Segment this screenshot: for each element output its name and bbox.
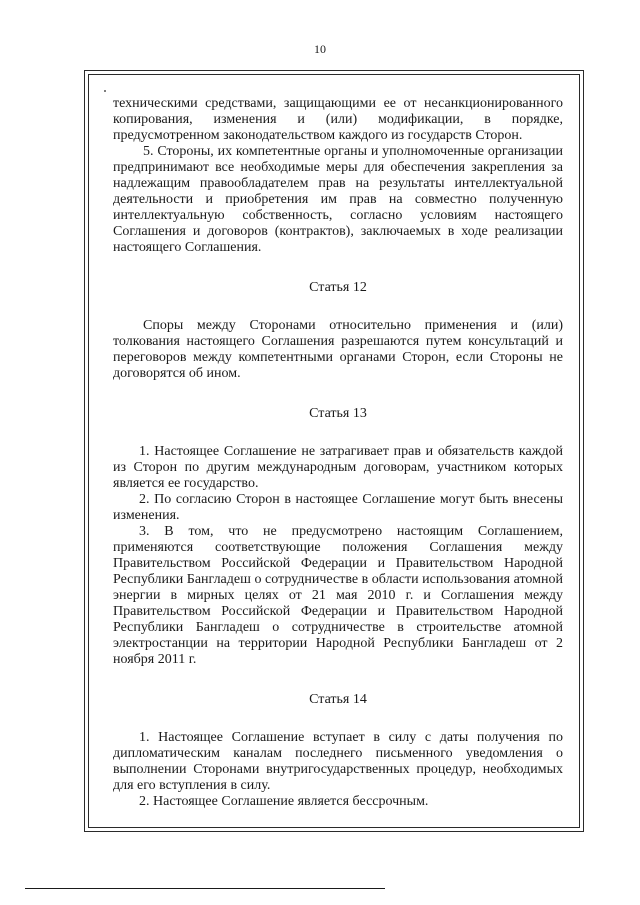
page-number: 10 <box>314 42 326 56</box>
article-14-item-2: 2. Настоящее Соглашение является бессрочным. <box>139 794 429 809</box>
article-12-heading: Статья 12 <box>309 280 367 295</box>
paragraph-item-5: 5. Стороны, их компетентные органы и уполномоченные организации предпринимают все необходимые меры для обеспечения закрепления за надлежащим правообладателем прав на результаты интеллектуальной деятельности и приобретения им прав на совместно полученную интеллектуальную собственность, согласно условиям настоящего Соглашения и договоров (контрактов), заключаемых в ходе реализации настоящего Соглашения. <box>113 144 563 255</box>
document-body <box>113 96 563 810</box>
article-13-heading: Статья 13 <box>309 406 367 421</box>
article-13-item-3: 3. В том, что не предусмотрено настоящим Соглашением, применяются соответствующие положения Соглашения между Правительством Российской Федерации и Правительством Народной Республики Бангладеш о сотрудничестве в области использования атомной энергии в мирных целях от 21 мая 2010 г. и Соглашения между Правительством Российской Федерации и Правительством Народной Республики Бангладеш о сотрудничестве в строительстве атомной электростанции на территории Народной Республики Бангладеш от 2 ноября 2011 г. <box>113 524 563 667</box>
paragraph-continuation: техническими средствами, защищающими ее от несанкционированного копирования, изменения и (или) модификации, в порядке, предусмотренном законодательством каждого из государств Сторон. <box>113 96 563 143</box>
footer-rule <box>25 888 385 889</box>
article-13-item-2: 2. По согласию Сторон в настоящее Соглашение могут быть внесены изменения. <box>113 492 563 523</box>
scan-speck <box>104 90 106 92</box>
article-13-item-1: 1. Настоящее Соглашение не затрагивает прав и обязательств каждой из Сторон по другим международным договорам, участником которых является ее государство. <box>113 444 563 491</box>
article-12-text: Споры между Сторонами относительно применения и (или) толкования настоящего Соглашения разрешаются путем консультаций и переговоров между компетентными органами Сторон, если Стороны не договорятся об ином. <box>113 318 563 381</box>
article-14-heading: Статья 14 <box>309 692 367 707</box>
article-14-item-1: 1. Настоящее Соглашение вступает в силу с даты получения по дипломатическим каналам последнего письменного уведомления о выполнении Сторонами внутригосударственных процедур, необходимых для его вступления в силу. <box>113 730 563 793</box>
